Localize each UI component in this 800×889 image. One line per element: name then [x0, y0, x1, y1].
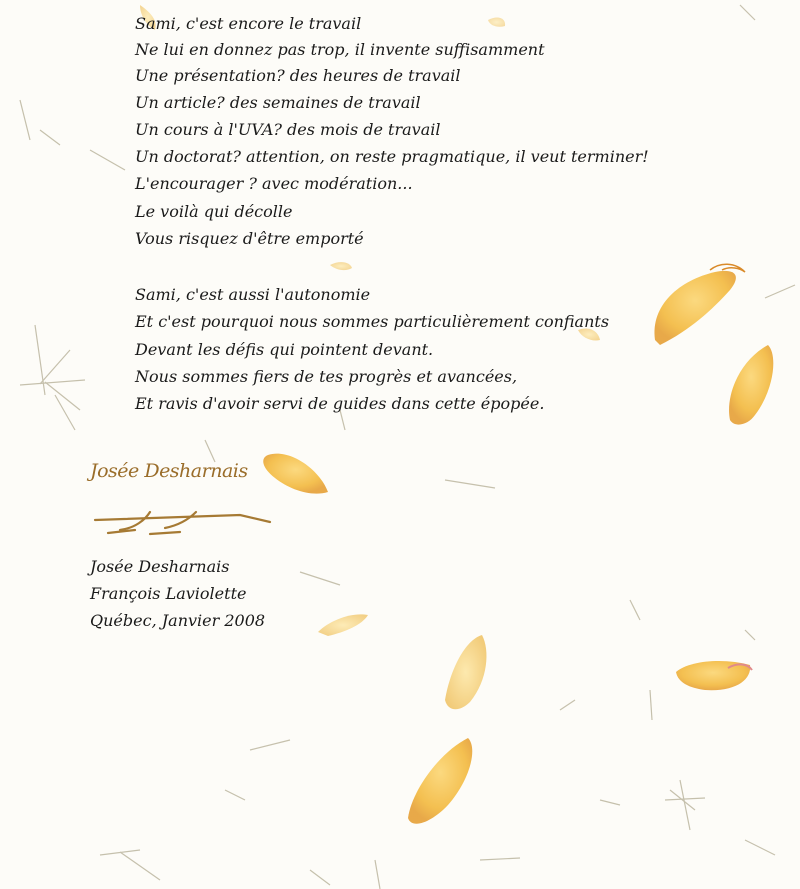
handwritten-signature: Josée Desharnais	[90, 460, 248, 482]
poem-line: Ne lui en donnez pas trop, il invente suffisamment	[135, 40, 545, 59]
poem-line: Un cours à l'UVA? des mois de travail	[135, 120, 441, 139]
poem-line: Un doctorat? attention, on reste pragmatique, il veut terminer!	[135, 147, 649, 166]
closing-name: François Laviolette	[90, 584, 247, 603]
poem-line: Nous sommes fiers de tes progrès et avancées,	[135, 367, 518, 386]
poem-line: Et ravis d'avoir servi de guides dans cette épopée.	[135, 394, 545, 413]
poem-line: Sami, c'est aussi l'autonomie	[135, 285, 371, 304]
poem-line: L'encourager ? avec modération...	[135, 174, 413, 193]
poem-line: Devant les défis qui pointent devant.	[135, 340, 434, 359]
closing-place-date: Québec, Janvier 2008	[90, 611, 266, 630]
poem-line: Vous risquez d'être emporté	[135, 229, 364, 248]
poem-line: Un article? des semaines de travail	[135, 93, 421, 112]
poem-line: Sami, c'est encore le travail	[135, 14, 362, 33]
closing-name: Josée Desharnais	[90, 557, 230, 576]
poem-line: Une présentation? des heures de travail	[135, 66, 461, 85]
poem-line: Et c'est pourquoi nous sommes particulièrement confiants	[135, 312, 610, 331]
poem-line: Le voilà qui décolle	[135, 202, 293, 221]
